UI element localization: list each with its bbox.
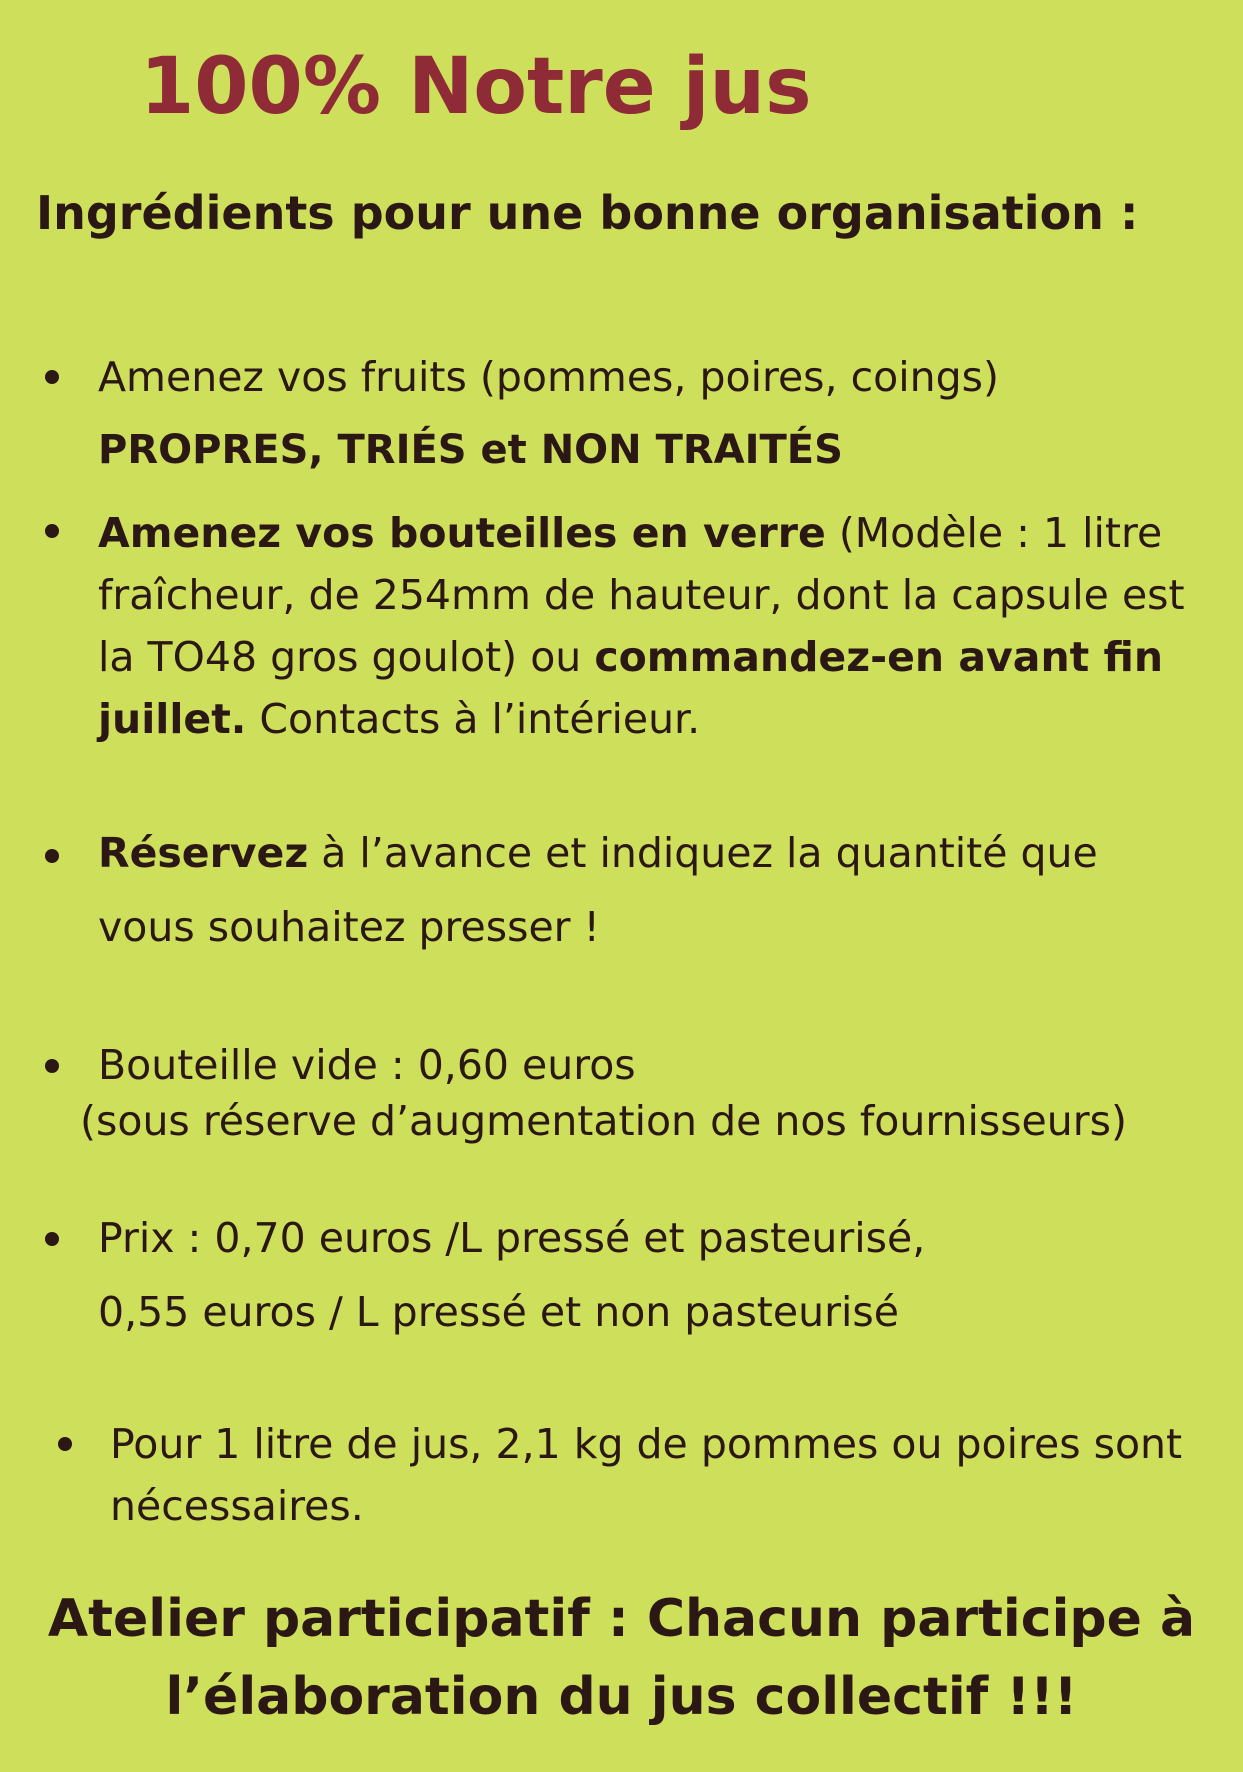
list-item-line: (sous réserve d’augmentation de nos fournisseurs) bbox=[80, 1097, 1127, 1145]
bold-text: Amenez vos bouteilles en verre bbox=[98, 509, 826, 557]
list-item-line: vous souhaitez presser ! bbox=[98, 903, 600, 951]
footer-line: l’élaboration du jus collectif !!! bbox=[165, 1667, 1078, 1727]
list-item-bottles bbox=[98, 502, 1185, 750]
list-item-line: Prix : 0,70 euros /L pressé et pasteurisé, bbox=[98, 1214, 926, 1262]
list-item-line: Bouteille vide : 0,60 euros bbox=[98, 1041, 636, 1089]
list-item-line-bold bbox=[98, 418, 999, 481]
list-item-line: 0,55 euros / L pressé et non pasteurisé bbox=[98, 1288, 899, 1336]
list-item-price bbox=[98, 1207, 925, 1343]
list-item-yield bbox=[110, 1413, 1182, 1537]
bullet-icon bbox=[45, 1232, 59, 1246]
text-span: Contacts à l’intérieur. bbox=[246, 695, 701, 743]
bold-text: PROPRES, TRIÉS et NON TRAITÉS bbox=[98, 427, 843, 473]
list-item-line bbox=[98, 626, 1185, 688]
list-item-line: fraîcheur, de 254mm de hauteur, dont la capsule est bbox=[98, 571, 1185, 619]
bold-text: Réservez bbox=[98, 829, 309, 877]
bullet-icon bbox=[45, 370, 59, 384]
bullet-icon bbox=[45, 1059, 59, 1073]
bullet-icon bbox=[45, 849, 59, 863]
bold-text: commandez-en avant fin bbox=[594, 633, 1164, 681]
bullet-icon bbox=[58, 1437, 72, 1451]
list-item-line bbox=[98, 822, 1098, 884]
list-item-line bbox=[98, 502, 1185, 564]
list-item-empty-bottle bbox=[98, 1034, 636, 1096]
text-span: à l’avance et indiquez la quantité que bbox=[308, 829, 1098, 877]
list-item-line bbox=[98, 688, 1185, 750]
footer-callout bbox=[0, 1580, 1243, 1736]
list-item-line: Amenez vos fruits (pommes, poires, coings) bbox=[98, 353, 999, 401]
list-item-fruits bbox=[98, 346, 999, 481]
list-item-note bbox=[80, 1090, 1127, 1152]
bold-text: juillet. bbox=[98, 695, 247, 743]
list-item-line: nécessaires. bbox=[110, 1482, 364, 1530]
list-item-reserve bbox=[98, 822, 1098, 958]
text-span: la TO48 gros goulot) ou bbox=[98, 633, 595, 681]
footer-line: Atelier participatif : Chacun participe à bbox=[47, 1589, 1196, 1649]
text-span: (Modèle : 1 litre bbox=[825, 509, 1163, 557]
page-title: 100% Notre jus bbox=[140, 42, 812, 132]
list-item-line: Pour 1 litre de jus, 2,1 kg de pommes ou poires sont bbox=[110, 1420, 1183, 1468]
section-heading: Ingrédients pour une bonne organisation : bbox=[36, 186, 1139, 240]
bullet-icon bbox=[45, 524, 59, 538]
